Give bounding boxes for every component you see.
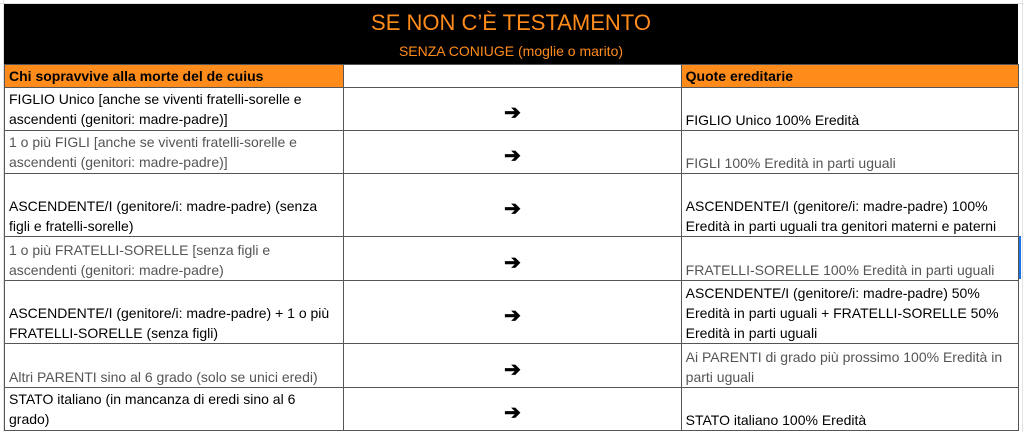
arrow-cell[interactable] (344, 281, 681, 344)
share-cell[interactable]: Ai PARENTI di grado più prossimo 100% Eredità in parti uguali (681, 344, 1018, 388)
page-title: SE NON C’È TESTAMENTO (371, 10, 651, 35)
arrow-cell[interactable] (344, 131, 681, 174)
share-cell[interactable]: ASCENDENTE/I (genitore/i: madre-padre) 100% Eredità in parti uguali tra genitori materni e paterni (681, 174, 1018, 237)
cell-selection-indicator (1019, 236, 1021, 279)
inheritance-table (4, 64, 1019, 431)
header-row (5, 65, 1019, 88)
survivor-cell[interactable]: ASCENDENTE/I (genitore/i: madre-padre) + 1 o più FRATELLI-SORELLE (senza figli) (5, 281, 344, 344)
header-cell-shares[interactable]: Quote ereditarie (681, 65, 1018, 88)
survivor-cell[interactable]: Altri PARENTI sino al 6 grado (solo se unici eredi) (5, 344, 344, 388)
survivor-cell[interactable]: 1 o più FIGLI [anche se viventi fratelli-sorelle e ascendenti (genitori: madre-padre)] (5, 131, 344, 174)
table-row (5, 174, 1019, 237)
page-subtitle: SENZA CONIUGE (moglie o marito) (398, 43, 624, 59)
share-cell[interactable]: STATO italiano 100% Eredità (681, 388, 1018, 431)
arrow-right-icon: ➔ (504, 402, 521, 424)
table-row (5, 237, 1019, 281)
share-cell[interactable]: FIGLI 100% Eredità in parti uguali (681, 131, 1018, 174)
survivor-cell[interactable]: STATO italiano (in mancanza di eredi sino al 6 grado) (5, 388, 344, 431)
survivor-cell[interactable]: FIGLIO Unico [anche se viventi fratelli-sorelle e ascendenti (genitori: madre-padre)] (5, 88, 344, 131)
arrow-cell[interactable] (344, 237, 681, 281)
arrow-cell[interactable] (344, 344, 681, 388)
table-row (5, 388, 1019, 431)
arrow-right-icon: ➔ (504, 198, 521, 220)
share-cell[interactable]: ASCENDENTE/I (genitore/i: madre-padre) 50% Eredità in parti uguali + FRATELLI-SORELLE 50% Eredità in parti uguali (681, 281, 1018, 344)
table-row (5, 88, 1019, 131)
table-row (5, 281, 1019, 344)
arrow-right-icon: ➔ (504, 102, 521, 124)
gridline (1022, 0, 1023, 432)
table-row (5, 131, 1019, 174)
arrow-right-icon: ➔ (504, 251, 521, 274)
arrow-right-icon: ➔ (504, 305, 521, 327)
arrow-right-icon: ➔ (504, 358, 521, 381)
survivor-cell[interactable]: ASCENDENTE/I (genitore/i: madre-padre) (senza figli e fratelli-sorelle) (5, 174, 344, 237)
share-cell[interactable]: FRATELLI-SORELLE 100% Eredità in parti uguali (681, 237, 1018, 281)
header-cell-blank[interactable] (344, 65, 681, 88)
survivor-cell[interactable]: 1 o più FRATELLI-SORELLE [senza figli e ascendenti (genitori: madre-padre) (5, 237, 344, 281)
arrow-cell[interactable] (344, 88, 681, 131)
arrow-cell[interactable] (344, 388, 681, 431)
table-row (5, 344, 1019, 388)
header-cell-survivor[interactable]: Chi sopravvive alla morte del de cuius (5, 65, 344, 88)
title-band[interactable] (4, 4, 1018, 64)
arrow-cell[interactable] (344, 174, 681, 237)
arrow-right-icon: ➔ (504, 145, 521, 167)
share-cell[interactable]: FIGLIO Unico 100% Eredità (681, 88, 1018, 131)
